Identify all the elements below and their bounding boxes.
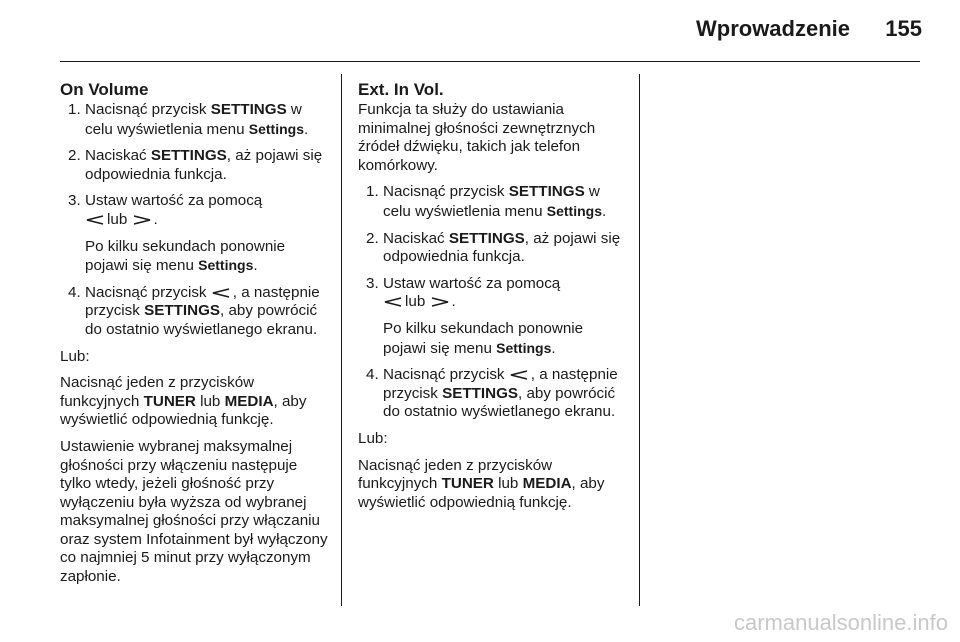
list-item: 3. Ustaw wartość za pomocą lub . Po kilku sekundach ponownie pojawi się menu Settings. bbox=[358, 275, 630, 358]
intro-paragraph: Funkcja ta służy do ustawiania minimalnej głośności zewnętrznych źródeł dźwięku, takich jak telefon komórkowy. bbox=[358, 101, 596, 174]
page-number: 155 bbox=[885, 16, 922, 41]
list-item: 2. Naciskać SETTINGS, aż pojawi się odpowiednia funkcja. bbox=[366, 229, 621, 266]
left-arrow-icon bbox=[85, 215, 105, 225]
section-heading-on-volume: On Volume bbox=[60, 80, 149, 99]
header-rule bbox=[60, 61, 920, 62]
left-arrow-icon bbox=[383, 297, 403, 307]
list-item: 4. Nacisnąć przycisk , a następnie przycisk SETTINGS, aby powrócić do ostatnio wyświetlanego ekranu. bbox=[68, 283, 320, 338]
left-arrow-icon bbox=[211, 288, 231, 298]
header-title: Wprowadzenie bbox=[695, 16, 850, 41]
step-note: Po kilku sekundach ponownie pojawi się menu Settings. bbox=[85, 237, 286, 275]
alt-instruction: Nacisnąć jeden z przycisków funkcyjnych TUNER lub MEDIA, aby wyświetlić odpowiednią funkcję. bbox=[60, 374, 307, 429]
list-item: 4. Nacisnąć przycisk , a następnie przycisk SETTINGS, aby powrócić do ostatnio wyświetlanego ekranu. bbox=[366, 366, 618, 421]
section-heading-ext-in-vol: Ext. In Vol. bbox=[358, 80, 444, 99]
alt-instruction: Nacisnąć jeden z przycisków funkcyjnych TUNER lub MEDIA, aby wyświetlić odpowiednią funkcję. bbox=[358, 456, 605, 511]
list-item: 1. Nacisnąć przycisk SETTINGS w celu wyświetlenia menu Settings. bbox=[366, 183, 607, 220]
right-arrow-icon bbox=[132, 215, 152, 225]
right-column bbox=[358, 80, 630, 520]
steps-list bbox=[60, 101, 332, 340]
right-arrow-icon bbox=[430, 297, 450, 307]
column-divider bbox=[639, 74, 640, 606]
steps-list bbox=[358, 183, 630, 422]
note-paragraph: Ustawienie wybranej maksymalnej głośności przy włączeniu następuje tylko wtedy, jeżeli głośność przy wyłączeniu była wyższa od wybranej maksymalnej głośności przy włączaniu oraz system Infotainment był wyłączony co najmniej 5 minut przy wyłączonym zapłonie. bbox=[60, 437, 328, 586]
lub-label: Lub: bbox=[60, 347, 90, 365]
page-header bbox=[0, 0, 960, 62]
list-item: 2. Naciskać SETTINGS, aż pojawi się odpowiednia funkcja. bbox=[68, 147, 323, 183]
step-note: Po kilku sekundach ponownie pojawi się menu Settings. bbox=[383, 319, 584, 357]
list-item: 3. Ustaw wartość za pomocą lub . Po kilku sekundach ponownie pojawi się menu Settings. bbox=[60, 192, 332, 275]
lub-label: Lub: bbox=[358, 429, 388, 447]
watermark: carmanualsonline.info bbox=[733, 610, 948, 635]
list-item: 1. Nacisnąć przycisk SETTINGS w celu wyświetlenia menu Settings. bbox=[68, 101, 309, 138]
column-divider bbox=[341, 74, 342, 606]
left-column bbox=[60, 80, 332, 595]
left-arrow-icon bbox=[509, 370, 529, 380]
